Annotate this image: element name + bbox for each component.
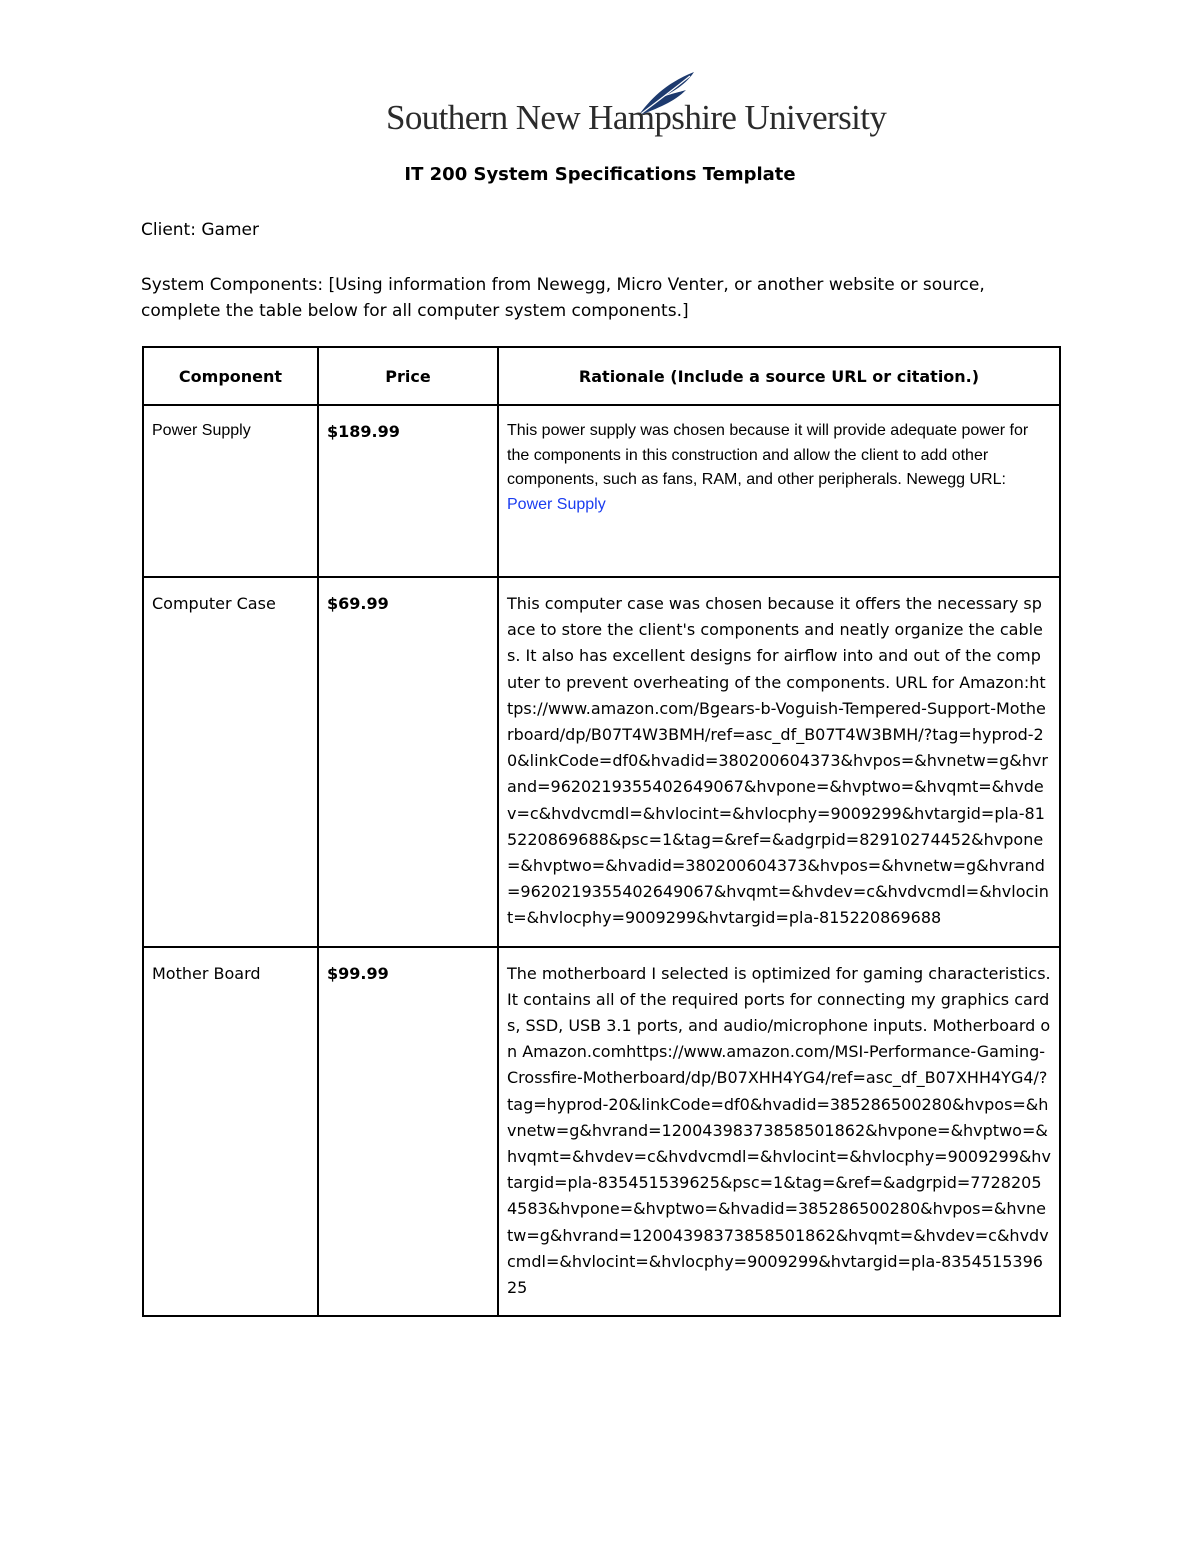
system-components-table [142, 346, 1061, 1317]
power-supply-link[interactable]: Power Supply [507, 495, 606, 513]
snhu-logo [386, 70, 887, 142]
client-label: Client: Gamer [141, 220, 259, 240]
component-name: Computer Case [152, 594, 276, 613]
header-component: Component [143, 347, 318, 405]
component-cell [143, 405, 318, 577]
rationale-text: This power supply was chosen because it will provide adequate power for the components in this construction and allow the client to add other components, such as fans, RAM, and other peripherals. Newegg URL: [507, 422, 1029, 488]
table-row [143, 577, 1060, 947]
rationale-text: This computer case was chosen because it offers the necessary space to store the client's components and neatly organize the cables. It also has excellent designs for airflow into and out of the computer to prevent overheating of the components. URL for Amazon:https://www.amazon.com/Bgears-b-Voguish-Tempered-Support-Motherboard/dp/B07T4W3BMH/ref=asc_df_B07T4W3BMH/?tag=hyprod-20&linkCode=df0&hvadid=380200604373&hvpos=&hvnetw=g&hvrand=9620219355402649067&hvpone=&hvptwo=&hvqmt=&hvdev=c&hvdvcmdl=&hvlocint=&hvlocphy=9009299&hvtargid=pla-815220869688&psc=1&tag=&ref=&adgrpid=82910274452&hvpone=&hvptwo=&hvadid=380200604373&hvpos=&hvnetw=g&hvrand=9620219355402649067&hvqmt=&hvdev=c&hvdvcmdl=&hvlocint=&hvlocphy=9009299&hvtargid=pla-815220869688 [507, 594, 1049, 928]
rationale-cell [498, 577, 1060, 947]
price-value: $189.99 [327, 422, 400, 441]
component-cell [143, 577, 318, 947]
price-cell [318, 947, 498, 1317]
header-rationale: Rationale (Include a source URL or citation.) [498, 347, 1060, 405]
price-value: $99.99 [327, 963, 389, 983]
page-title: IT 200 System Specifications Template [404, 164, 796, 185]
rationale-cell [498, 405, 1060, 577]
header-price: Price [318, 347, 498, 405]
price-cell [318, 577, 498, 947]
price-cell [318, 405, 498, 577]
price-value: $69.99 [327, 594, 389, 613]
table-row [143, 405, 1060, 577]
component-cell [143, 947, 318, 1317]
table-header-row [143, 347, 1060, 405]
table-row [143, 947, 1060, 1317]
instructions-text: System Components: [Using information from Newegg, Micro Venter, or another website or source, complete the table below for all computer system components.] [141, 275, 985, 321]
component-name: Mother Board [152, 963, 261, 983]
logo-wordmark: Southern New Hampshire University [386, 98, 887, 137]
component-name: Power Supply [152, 422, 251, 439]
rationale-text: The motherboard I selected is optimized for gaming characteristics. It contains all of the required ports for connecting my graphics cards, SSD, USB 3.1 ports, and audio/microphone inputs. Motherboard on Amazon.comhttps://www.amazon.com/MSI-Performance-Gaming-Crossfire-Motherboard/dp/B07XHH4YG4/ref=asc_df_B07XHH4YG4/?tag=hyprod-20&linkCode=df0&hvadid=385286500280&hvpos=&hvnetw=g&hvrand=12004398373858501862&hvpone=&hvptwo=&hvqmt=&hvdev=c&hvdvcmdl=&hvlocint=&hvlocphy=9009299&hvtargid=pla-835451539625&psc=1&tag=&ref=&adgrpid=77282054583&hvpone=&hvptwo=&hvadid=385286500280&hvpos=&hvnetw=g&hvrand=12004398373858501862&hvqmt=&hvdev=c&hvdvcmdl=&hvlocint=&hvlocphy=9009299&hvtargid=pla-835451539625 [507, 963, 1051, 1298]
rationale-cell [498, 947, 1060, 1317]
